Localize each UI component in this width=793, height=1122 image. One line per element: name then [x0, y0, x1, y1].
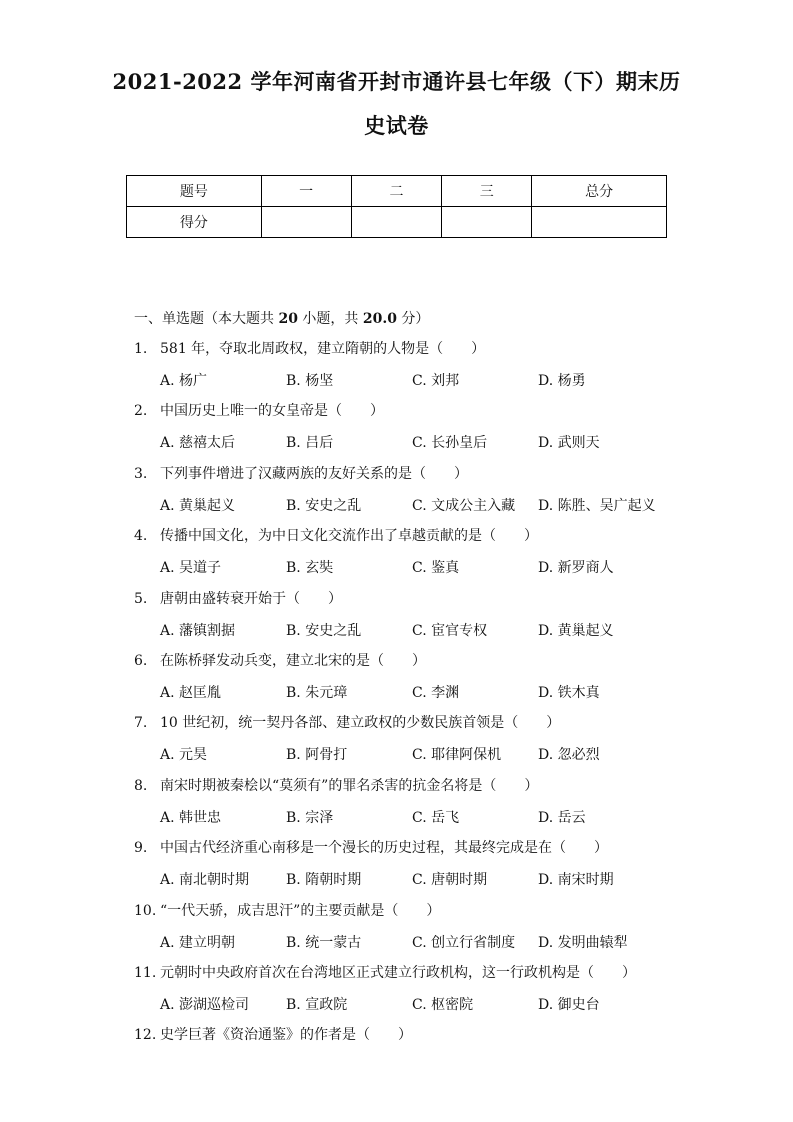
answer-option: B. 吕后: [286, 435, 334, 452]
answer-option: C. 枢密院: [412, 996, 474, 1013]
exam-title-line1: 2021-2022 学年河南省开封市通许县七年级（下）期末历: [112, 69, 681, 94]
score-table-header-row: [127, 176, 667, 207]
question-stem: [134, 837, 608, 857]
question-item: [134, 962, 694, 1024]
score-header-cell: 二: [351, 176, 442, 207]
question-text: 元朝时中央政府首次在台湾地区正式建立行政机构，这一行政机构是（ ）: [160, 964, 636, 981]
answer-option: A. 赵匡胤: [160, 684, 222, 701]
answer-option: B. 宗泽: [286, 809, 334, 826]
answer-option: C. 李渊: [412, 684, 460, 701]
question-item: [134, 837, 694, 899]
answer-option: B. 阿骨打: [286, 747, 348, 764]
score-cell: [532, 207, 667, 238]
answer-option: D. 忽必烈: [538, 747, 600, 764]
answer-option: C. 岳飞: [412, 809, 460, 826]
answer-option: A. 吴道子: [160, 560, 222, 577]
answer-options: [160, 994, 700, 1016]
answer-options: [160, 932, 700, 954]
score-table-score-row: [127, 207, 667, 238]
question-stem: [134, 338, 485, 358]
answer-option: A. 南北朝时期: [160, 872, 250, 889]
question-text: 10 世纪初，统一契丹各部、建立政权的少数民族首领是（ ）: [160, 715, 561, 732]
question-stem: [134, 712, 560, 732]
question-text: 唐朝由盛转衰开始于（ ）: [160, 590, 342, 607]
question-text: 中国历史上唯一的女皇帝是（ ）: [160, 403, 384, 420]
answer-options: [160, 620, 700, 642]
answer-option: B. 杨坚: [286, 373, 334, 389]
question-item: [134, 900, 694, 962]
question-number: 9.: [134, 840, 148, 857]
question-item: [134, 338, 694, 400]
score-cell: [351, 207, 442, 238]
score-row-label: 得分: [127, 207, 262, 238]
answer-option: B. 宣政院: [286, 996, 348, 1013]
answer-option: B. 隋朝时期: [286, 872, 362, 889]
question-text: 中国古代经济重心南移是一个漫长的历史过程，其最终完成是在（ ）: [160, 840, 608, 857]
question-number: 7.: [134, 715, 148, 732]
answer-option: C. 耶律阿保机: [412, 747, 502, 764]
answer-option: A. 藩镇割据: [160, 622, 236, 639]
answer-option: D. 发明曲辕犁: [538, 934, 628, 951]
question-item: [134, 463, 694, 525]
answer-option: C. 宦官专权: [412, 622, 488, 639]
answer-options: [160, 557, 700, 579]
answer-option: D. 御史台: [538, 996, 600, 1013]
question-text: 581 年，夺取北周政权，建立隋朝的人物是（ ）: [160, 341, 486, 357]
answer-option: A. 黄巢起义: [160, 497, 236, 514]
answer-options: [160, 682, 700, 704]
answer-option: B. 安史之乱: [286, 497, 362, 514]
answer-option: A. 杨广: [160, 373, 208, 389]
answer-option: D. 新罗商人: [538, 560, 614, 577]
answer-option: D. 南宋时期: [538, 872, 614, 889]
section-points: 20.0: [362, 311, 397, 327]
answer-option: D. 岳云: [538, 809, 586, 826]
question-text: 史学巨著《资治通鉴》的作者是（ ）: [160, 1027, 412, 1044]
answer-option: C. 唐朝时期: [412, 872, 488, 889]
question-item: [134, 525, 694, 587]
answer-option: D. 陈胜、吴广起义: [538, 497, 656, 514]
answer-option: D. 武则天: [538, 435, 600, 452]
answer-option: C. 刘邦: [412, 373, 460, 389]
answer-options: [160, 495, 700, 517]
score-header-cell: 题号: [127, 176, 262, 207]
answer-option: D. 铁木真: [538, 684, 600, 701]
answer-option: C. 鉴真: [412, 560, 460, 577]
question-item: [134, 588, 694, 650]
question-stem: [134, 463, 468, 483]
answer-options: [160, 370, 700, 392]
question-list: [134, 338, 694, 1087]
question-number: 3.: [134, 465, 148, 482]
question-text: 在陈桥驿发动兵变，建立北宋的是（ ）: [160, 652, 426, 669]
score-cell: [442, 207, 532, 238]
question-number: 12.: [134, 1027, 157, 1044]
answer-option: A. 建立明朝: [160, 934, 236, 951]
answer-options: [160, 744, 700, 766]
answer-options: [160, 432, 700, 454]
answer-option: A. 韩世忠: [160, 809, 222, 826]
score-cell: [261, 207, 351, 238]
question-number: 5.: [134, 590, 148, 607]
question-number: 2.: [134, 403, 148, 420]
question-stem: [134, 588, 342, 608]
question-number: 1.: [134, 341, 148, 357]
question-number: 8.: [134, 777, 148, 794]
score-header-cell: 总分: [532, 176, 667, 207]
question-stem: [134, 525, 538, 545]
answer-option: B. 朱元璋: [286, 684, 348, 701]
exam-title-line2: 史试卷: [364, 113, 429, 138]
answer-option: A. 慈禧太后: [160, 435, 236, 452]
question-item: [134, 775, 694, 837]
question-stem: [134, 1024, 412, 1044]
score-header-cell: 一: [261, 176, 351, 207]
question-stem: [134, 962, 636, 982]
answer-option: C. 文成公主入藏: [412, 497, 516, 514]
section-question-count: 20: [278, 311, 298, 327]
question-stem: [134, 900, 440, 920]
answer-options: [160, 869, 700, 891]
question-item: [134, 400, 694, 462]
question-text: “一代天骄，成吉思汗”的主要贡献是（ ）: [160, 902, 441, 919]
question-stem: [134, 650, 426, 670]
question-stem: [134, 775, 538, 795]
section-heading-mid: 小题，共: [297, 311, 363, 327]
answer-option: D. 杨勇: [538, 373, 586, 389]
answer-option: D. 黄巢起义: [538, 622, 614, 639]
answer-option: B. 安史之乱: [286, 622, 362, 639]
answer-option: B. 玄奘: [286, 560, 334, 577]
question-item: [134, 650, 694, 712]
question-text: 下列事件增进了汉藏两族的友好关系的是（ ）: [160, 465, 468, 482]
answer-options: [160, 807, 700, 829]
question-text: 南宋时期被秦桧以“莫须有”的罪名杀害的抗金名将是（ ）: [160, 777, 539, 794]
answer-option: A. 元昊: [160, 747, 208, 764]
answer-option: A. 澎湖巡检司: [160, 996, 250, 1013]
section-heading: [134, 308, 429, 328]
question-item: [134, 1024, 694, 1086]
score-table: [126, 175, 667, 238]
question-item: [134, 712, 694, 774]
section-heading-post: 分）: [396, 311, 430, 327]
answer-option: C. 长孙皇后: [412, 435, 488, 452]
question-number: 10.: [134, 902, 157, 919]
question-number: 6.: [134, 652, 148, 669]
answer-option: C. 创立行省制度: [412, 934, 516, 951]
question-number: 11.: [134, 964, 157, 981]
section-heading-pre: 一、单选题（本大题共: [134, 311, 279, 327]
question-number: 4.: [134, 528, 148, 545]
question-stem: [134, 400, 384, 420]
answer-option: B. 统一蒙古: [286, 934, 362, 951]
question-text: 传播中国文化，为中日文化交流作出了卓越贡献的是（ ）: [160, 528, 538, 545]
score-header-cell: 三: [442, 176, 532, 207]
